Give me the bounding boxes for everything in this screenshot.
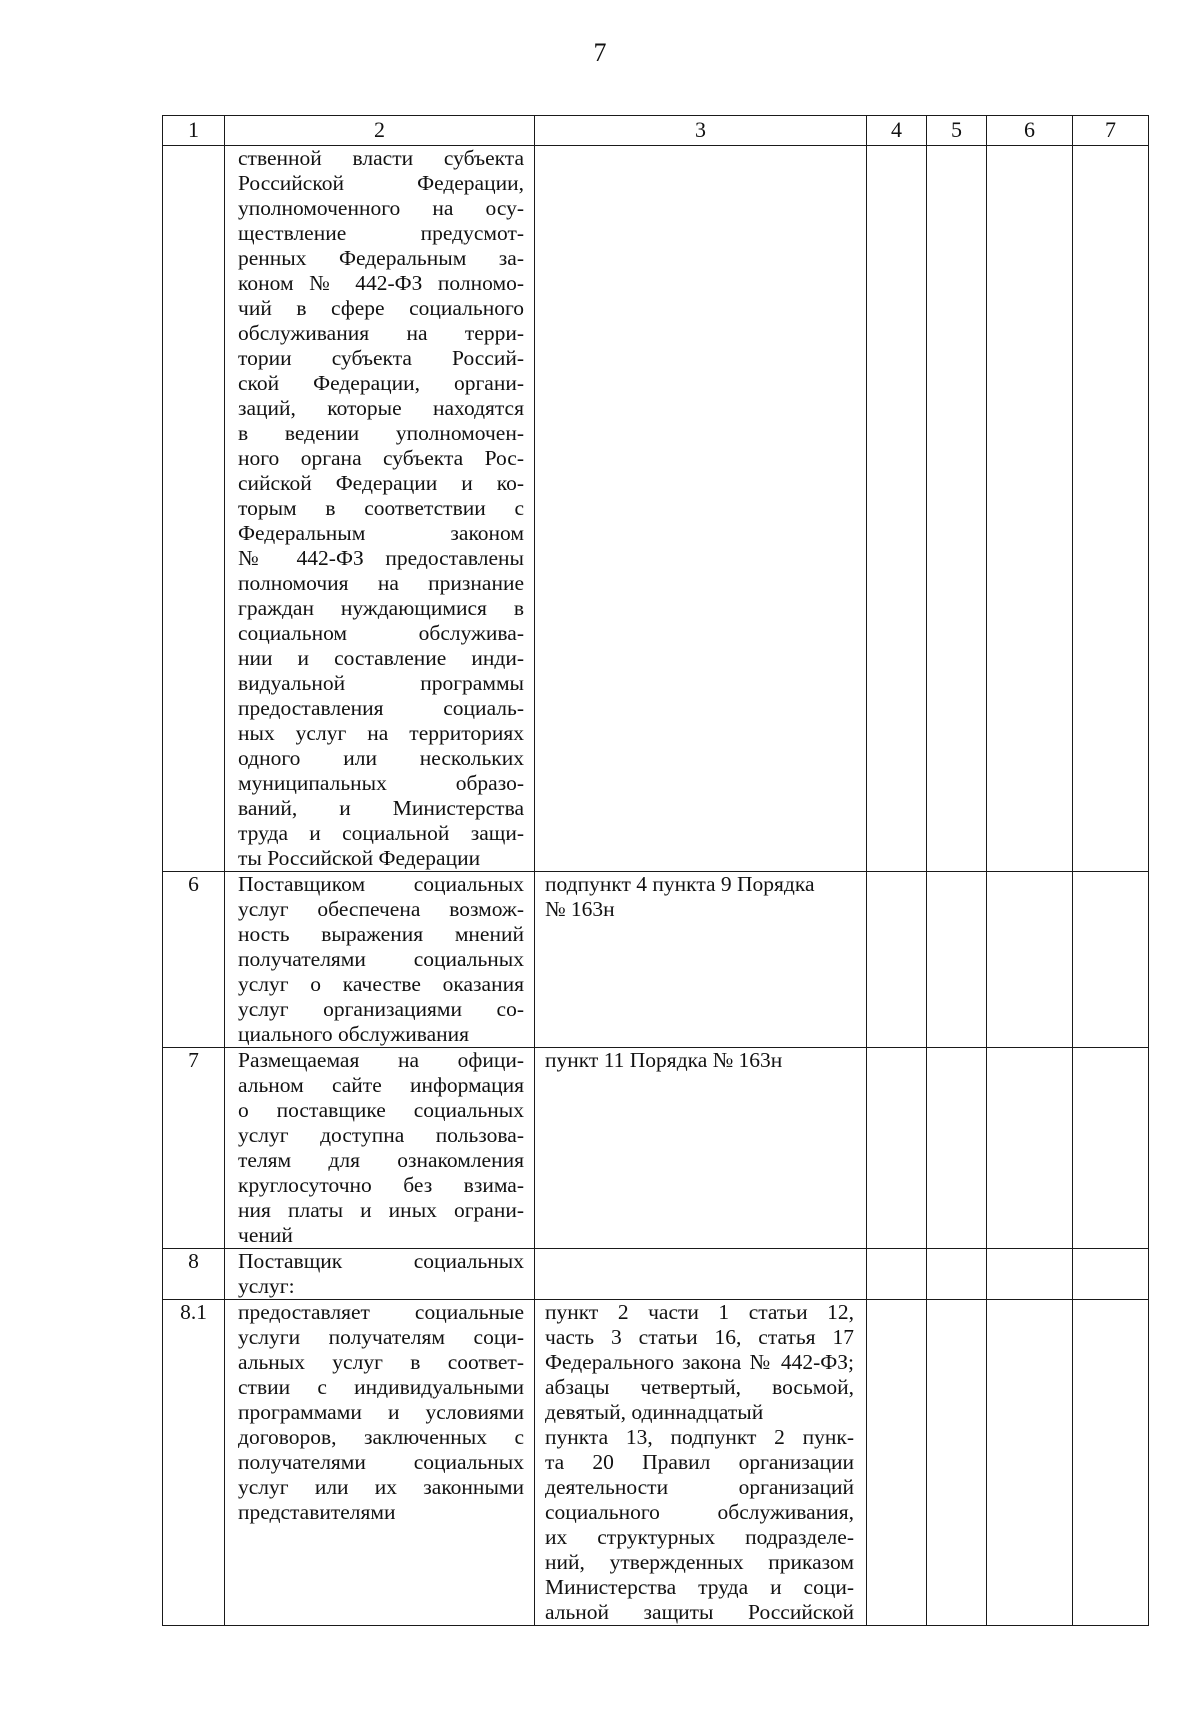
requirement-cell [225,872,535,1048]
requirement-line: альных услуг в соответ- [238,1350,524,1374]
row-number-cell [163,146,225,872]
assessment-cell [987,872,1073,1048]
assessment-cell [927,1249,987,1300]
requirement-line: труда и социальной защи- [238,821,524,845]
requirement-line: ния платы и иных ограни- [238,1198,524,1222]
requirement-line: граждан нуждающимися в [238,596,524,620]
requirement-line: ской Федерации, органи- [238,371,524,395]
requirement-line: ты Российской Федерации [238,846,481,870]
table-row [163,1300,1149,1626]
assessment-cell [1073,1300,1149,1626]
requirement-line: в ведении уполномочен- [238,421,524,445]
requirement-line: услуг или их законными [238,1475,524,1499]
legal-reference-line: девятый, одиннадцатый [545,1400,764,1424]
legal-reference-line: социального обслуживания, [545,1500,854,1524]
column-number-cell: 7 [1073,116,1149,146]
requirement-line: представителями [238,1500,396,1524]
assessment-cell [987,1249,1073,1300]
legal-reference-line: пункт 11 Порядка № 163н [545,1048,783,1072]
requirement-line: ственной власти субъекта [238,146,524,170]
assessment-cell [927,872,987,1048]
requirement-line: ность выражения мнений [238,922,524,946]
requirement-line: циального обслуживания [238,1022,470,1046]
assessment-cell [867,1048,927,1249]
assessment-cell [1073,872,1149,1048]
requirement-line: услуги получателям соци- [238,1325,524,1349]
requirement-line: сийской Федерации и ко- [238,471,524,495]
requirement-cell [225,1249,535,1300]
requirement-line: услуг доступна пользова- [238,1123,524,1147]
legal-reference-cell [535,1300,867,1626]
requirement-line: о поставщике социальных [238,1098,524,1122]
requirement-line: услуг организациями со- [238,997,524,1021]
assessment-cell [867,146,927,872]
requirement-line: ствии с индивидуальными [238,1375,524,1399]
column-number-cell: 4 [867,116,927,146]
requirement-line: предоставления социаль- [238,696,524,720]
legal-reference-line: подпункт 4 пункта 9 Порядка [545,872,815,896]
assessment-cell [1073,1048,1149,1249]
requirement-line: № 442-ФЗ предоставлены [238,546,524,570]
requirement-line: телям для ознакомления [238,1148,524,1172]
requirement-line: услуг обеспечена возмож- [238,897,524,921]
row-number-cell: 7 [163,1048,225,1249]
requirement-line: Федеральным законом [238,521,524,545]
table-row [163,872,1149,1048]
table-row [163,1249,1149,1300]
legal-reference-cell [535,872,867,1048]
requirement-line: получателями социальных [238,1450,524,1474]
requirement-cell [225,1300,535,1626]
legal-reference-line: абзацы четвертый, восьмой, [545,1375,854,1399]
requirement-line: программами и условиями [238,1400,524,1424]
legal-reference-line: ний, утвержденных приказом [545,1550,854,1574]
assessment-cell [927,1300,987,1626]
legal-reference-line: их структурных подразделе- [545,1525,854,1549]
legal-reference-line: пункт 2 части 1 статьи 12, [545,1300,854,1324]
requirement-line: Поставщик социальных [238,1249,524,1273]
requirement-line: коном № 442-ФЗ полномо- [238,271,524,295]
column-number-cell: 2 [225,116,535,146]
assessment-cell [867,1300,927,1626]
row-number-cell: 8 [163,1249,225,1300]
requirement-line: Российской Федерации, [238,171,524,195]
column-number-cell: 1 [163,116,225,146]
legal-reference-line: деятельности организаций [545,1475,854,1499]
legal-reference-line: та 20 Правил организации [545,1450,854,1474]
requirement-line: обслуживания на терри- [238,321,524,345]
legal-reference-line: альной защиты Российской [545,1600,854,1624]
requirement-line: видуальной программы [238,671,524,695]
requirement-line: полномочия на признание [238,571,524,595]
requirement-line: ных услуг на территориях [238,721,524,745]
requirement-line: предоставляет социальные [238,1300,524,1324]
column-number-cell: 3 [535,116,867,146]
legal-reference-cell [535,1249,867,1300]
requirement-line: Поставщиком социальных [238,872,524,896]
requirement-line: ществление предусмот- [238,221,524,245]
requirement-line: Размещаемая на офици- [238,1048,524,1072]
requirement-line: ваний, и Министерства [238,796,524,820]
row-number-cell: 6 [163,872,225,1048]
requirement-line: чий в сфере социального [238,296,524,320]
assessment-cell [867,1249,927,1300]
assessment-cell [987,1300,1073,1626]
column-number-cell: 6 [987,116,1073,146]
requirement-line: договоров, заключенных с [238,1425,524,1449]
requirement-line: муниципальных образо- [238,771,524,795]
requirement-line: ренных Федеральным за- [238,246,524,270]
requirement-line: уполномоченного на осу- [238,196,524,220]
requirement-cell [225,1048,535,1249]
table-row [163,1048,1149,1249]
assessment-cell [1073,146,1149,872]
assessment-cell [927,1048,987,1249]
requirement-line: торым в соответствии с [238,496,524,520]
requirement-line: чений [238,1223,293,1247]
assessment-cell [987,146,1073,872]
requirements-table [162,115,1149,1626]
assessment-cell [987,1048,1073,1249]
row-number-cell: 8.1 [163,1300,225,1626]
requirement-cell [225,146,535,872]
legal-reference-line: № 163н [545,897,615,921]
requirement-line: тории субъекта Россий- [238,346,524,370]
table-row [163,146,1149,872]
column-number-cell: 5 [927,116,987,146]
legal-reference-cell [535,146,867,872]
requirement-line: одного или нескольких [238,746,524,770]
requirement-line: заций, которые находятся [238,396,524,420]
requirement-line: альном сайте информация [238,1073,524,1097]
assessment-cell [867,872,927,1048]
legal-reference-cell [535,1048,867,1249]
legal-reference-line: Федерального закона № 442-ФЗ; [545,1350,854,1374]
legal-reference-line: часть 3 статьи 16, статья 17 [545,1325,854,1349]
requirement-line: услуг о качестве оказания [238,972,524,996]
legal-reference-line: пункта 13, подпункт 2 пунк- [545,1425,854,1449]
page-number: 7 [593,38,607,67]
assessment-cell [927,146,987,872]
column-number-row [163,116,1149,146]
requirement-line: ного органа субъекта Рос- [238,446,524,470]
requirement-line: круглосуточно без взима- [238,1173,524,1197]
requirement-line: получателями социальных [238,947,524,971]
requirement-line: услуг: [238,1274,295,1298]
requirement-line: социальном обслужива- [238,621,524,645]
assessment-cell [1073,1249,1149,1300]
requirement-line: нии и составление инди- [238,646,524,670]
legal-reference-line: Министерства труда и соци- [545,1575,854,1599]
